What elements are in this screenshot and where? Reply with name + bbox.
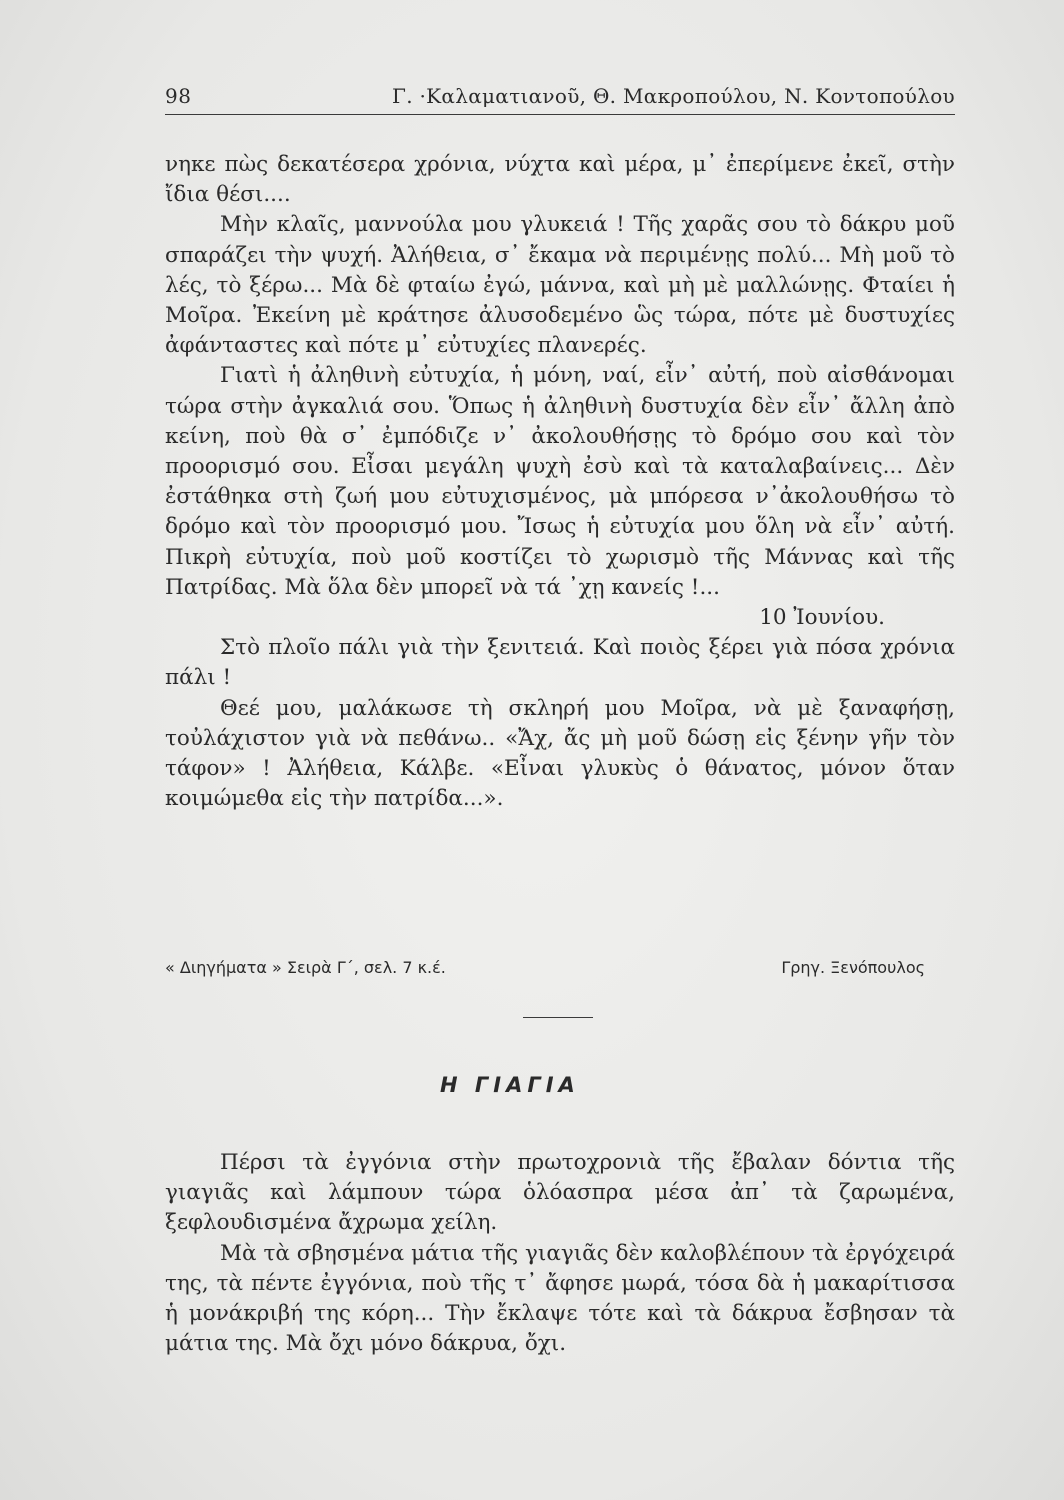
letter-passage [165, 150, 955, 814]
source-author: Γρηγ. Ξενόπουλος [781, 958, 925, 977]
paragraph: Πέρσι τὰ ἐγγόνια στὴν πρωτοχρονιὰ τῆς ἔβαλαν δόντια τῆς γιαγιᾶς καὶ λάμπουν τώρα ὁλόασπρα μέσα ἀπ᾽ τὰ ζαρωμένα, ξεφλουδισμένα ἄχρωμα χείλη. [165, 1150, 955, 1236]
paragraph: Στὸ πλοῖο πάλι γιὰ τὴν ξενιτειά. Καὶ ποιὸς ξέρει γιὰ πόσα χρόνια πάλι ! [165, 635, 955, 691]
source-citation: « Διηγήματα » Σειρὰ Γ΄, σελ. 7 κ.έ. [165, 958, 446, 977]
source-attribution [165, 958, 955, 988]
running-head: Γ. ·Καλαματιανοῦ, Θ. Μακροπούλου, Ν. Κοντοπούλου [392, 84, 955, 108]
page-number: 98 [165, 84, 192, 108]
paragraph: Θεέ μου, μαλάκωσε τὴ σκληρή μου Μοῖρα, νὰ μὲ ξαναφήσῃ, τοὐλάχιστον γιὰ νὰ πεθάνω.. «Ἄχ, ἄς μὴ μοῦ δώσῃ εἰς ξένην γῆν τὸν τάφον» ! Ἀλήθεια, Κάλβε. «Εἶναι γλυκὺς ὁ θάνατος, μόνον ὅταν κοιμώμεθα εἰς τὴν πατρίδα...». [165, 695, 955, 812]
section-body [165, 1148, 955, 1359]
page-header [165, 82, 955, 115]
paragraph: Μὰ τὰ σβησμένα μάτια τῆς γιαγιᾶς δὲν καλοβλέπουν τὰ ἐργόχειρά της, τὰ πέντε ἐγγόνια, ποὺ τῆς τ᾽ ἄφησε μωρά, τόσα δὰ ἡ μακαρίτισσα ἡ μονάκριβή της κόρη... Τὴν ἔκλαψε τότε καὶ τὰ δάκρυα ἔσβησαν τὰ μάτια της. Μὰ ὄχι μόνο δάκρυα, ὄχι. [165, 1240, 955, 1357]
diary-date: 10 Ἰουνίου. [759, 605, 885, 631]
section-divider [523, 1017, 593, 1018]
paragraph: Γιατὶ ἡ ἀληθινὴ εὐτυχία, ἡ μόνη, ναί, εἶν᾽ αὐτή, ποὺ αἰσθάνομαι τώρα στὴν ἀγκαλιά σου. Ὅπως ἡ ἀληθινὴ δυστυχία δὲν εἶν᾽ ἄλλη ἀπὸ κείνη, ποὺ θὰ σ᾽ ἐμπόδιζε ν᾽ ἀκολουθήσῃς τὸ δρόμο σου καὶ τὸν προορισμό σου. Εἶσαι μεγάλη ψυχὴ ἐσὺ καὶ τὰ καταλαβαίνεις... Δὲν ἐστάθηκα στὴ ζωή μου εὐτυχισμένος, μὰ μπόρεσα ν᾽ἀκολουθήσω τὸ δρόμο καὶ τὸν προορισμό μου. Ἴσως ἡ εὐτυχία μου ὅλη νὰ εἶν᾽ αὐτή. Πικρὴ εὐτυχία, ποὺ μοῦ κοστίζει τὸ χωρισμὸ τῆς Μάννας καὶ τῆς Πατρίδας. Μὰ ὅλα δὲν μπορεῖ νὰ τά ᾽χῃ κανείς !... [165, 363, 955, 600]
paragraph: Μὴν κλαῖς, μαννούλα μου γλυκειά ! Τῆς χαρᾶς σου τὸ δάκρυ μοῦ σπαράζει τὴν ψυχή. Ἀλήθεια, σ᾽ ἔκαμα νὰ περιμένῃς πολύ... Μὴ μοῦ τὸ λές, τὸ ξέρω... Μὰ δὲ φταίω ἐγώ, μάννα, καὶ μὴ μὲ μαλλώνῃς. Φταίει ἡ Μοῖρα. Ἐκείνη μὲ κράτησε ἀλυσοδεμένο ὣς τώρα, πότε μὲ δυστυχίες ἀφάνταστες καὶ πότε μ᾽ εὐτυχίες πλανερές. [165, 212, 955, 359]
paragraph-continuation: νηκε πὼς δεκατέσερα χρόνια, νύχτα καὶ μέρα, μ᾽ ἐπερίμενε ἐκεῖ, στὴν ἴδια θέσι.... [165, 152, 955, 208]
section-title: Η ΓΙΑΓΙΑ [440, 1073, 580, 1097]
